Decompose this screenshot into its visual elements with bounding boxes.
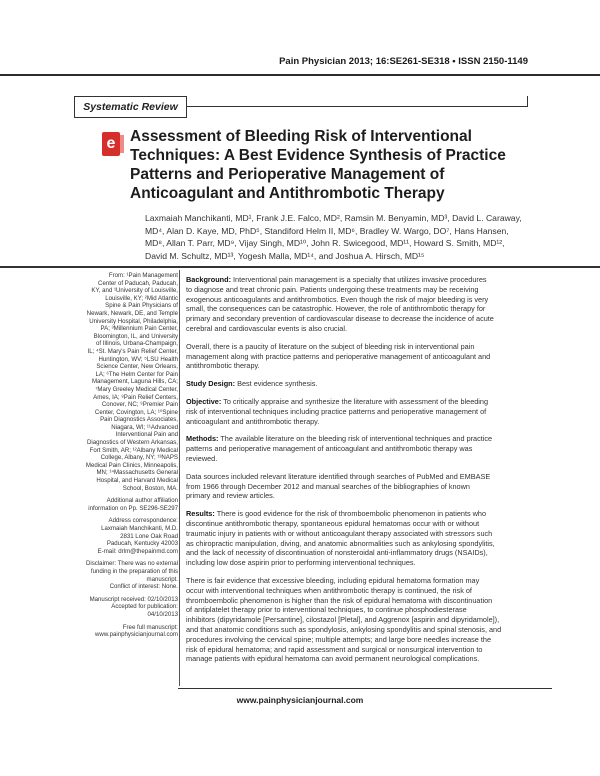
affiliation-line: College, Albany, NY; ¹³NAPS xyxy=(100,454,178,462)
affiliation-line: KY, and ¹University of Louisville, xyxy=(91,287,178,295)
affiliation-line: Hospital, and Harvard Medical xyxy=(96,477,178,485)
abstract-line: discontinue antithrombotic therapy, spontaneous epidural hematomas occur with or without xyxy=(186,518,480,528)
affiliation-line: IL; ⁴St. Mary's Pain Relief Center, xyxy=(87,347,178,355)
authors-rule xyxy=(0,266,600,268)
abstract xyxy=(186,275,526,672)
affiliation-line: Science Center, New Orleans, xyxy=(96,363,178,371)
additional-affiliation-note xyxy=(54,497,178,512)
free-manuscript-note xyxy=(54,624,178,639)
abstract-line: traumatic injury in patients with or without anticoagulant therapy associated with stressors such xyxy=(186,528,493,538)
abstract-line: Overall, there is a paucity of literature on the subject of bleeding risk in interventional pain xyxy=(186,341,475,351)
study-design-label: Study Design: xyxy=(186,379,236,389)
affiliation-line: LA; ⁶The Helm Center for Pain xyxy=(95,370,178,378)
affiliation-line: Center of Paducah, Paducah, xyxy=(98,279,178,287)
affiliation-from xyxy=(54,272,178,492)
abstract-objective xyxy=(186,397,526,426)
results-label: Results: xyxy=(186,509,215,519)
abstract-text: There is good evidence for the risk of thromboembolic phenomenon in patients who xyxy=(216,509,487,519)
affiliation-line: Louisville, KY; ²Mid Atlantic xyxy=(105,294,178,302)
abstract-line xyxy=(186,379,526,389)
abstract-text: The available literature on the bleeding risk of interventional techniques and practice xyxy=(220,434,493,444)
affiliation-line: Medical Pain Clinics, Minneapolis, xyxy=(85,461,178,469)
abstract-line: patterns and perioperative management of anticoagulant and antithrombotic therapy was xyxy=(186,444,473,454)
abstract-line xyxy=(186,509,526,519)
journal-citation: Pain Physician 2013; 16:SE261-SE318 • ISSN 2150-1149 xyxy=(279,56,528,67)
affiliation-line: From: ¹Pain Management xyxy=(108,272,178,279)
disclaimer xyxy=(54,560,178,590)
objective-label: Objective: xyxy=(186,396,222,406)
abstract-line: of antiplatelet therapy prior to interventional techniques, to continue phosphodiesterase xyxy=(186,605,467,615)
affiliation-line: Additional author affiliation xyxy=(106,497,178,505)
title-line: Techniques: A Best Evidence Synthesis of Practice xyxy=(130,147,506,164)
abstract-line: reviewed. xyxy=(186,453,218,463)
section-tag: Systematic Review xyxy=(74,96,187,118)
section-tag-rule-end xyxy=(527,96,528,107)
abstract-fair-evidence xyxy=(186,576,526,664)
abstract-text: To critically appraise and synthesize the literature with assessment of the bleeding xyxy=(223,396,489,406)
title-line: Patterns and Perioperative Management of xyxy=(130,166,445,183)
abstract-overall xyxy=(186,342,526,371)
abstract-line: thromboembolic phenomenon is higher than the risk of epidural hematoma with discontinuation xyxy=(186,595,493,605)
affiliation-line: Interventional Pain and xyxy=(115,431,178,439)
abstract-line: cerebral and cardiovascular events is also crucial. xyxy=(186,323,348,333)
author-line: MD⁴, Alan D. Kaye, MD, PhD⁵, Standiford Helm II, MD⁶, Bradley W. Wargo, DO⁷, Hans Hansen, xyxy=(145,225,509,236)
affiliation-line: Ames, IA; ⁸Pain Relief Centers, xyxy=(93,393,178,401)
abstract-line: There is fair evidence that excessive bleeding, including epidural hematoma formation may xyxy=(186,575,480,585)
abstract-line: manage patients with epidural hematoma can avoid permanent neurological complications. xyxy=(186,654,480,664)
affiliations-column xyxy=(54,272,178,644)
abstract-line: risk of interventional techniques including practice patterns and perioperative management of xyxy=(186,406,487,416)
title-line: Assessment of Bleeding Risk of Interventional xyxy=(130,128,472,145)
title-line: Anticoagulant and Antithrombotic Therapy xyxy=(130,185,445,202)
disclaimer-line: funding in the preparation of this xyxy=(90,567,178,575)
author-line: MD⁸, Allan T. Parr, MD⁹, Vijay Singh, MD¹⁰, John R. Swicegood, MD¹¹, Howard S. Smith, MD¹², xyxy=(145,238,505,248)
affiliation-line: Huntington, WV; ⁵LSU Health xyxy=(98,355,178,363)
conflict-of-interest: Conflict of interest: None. xyxy=(109,583,178,591)
abstract-line xyxy=(186,434,526,444)
abstract-line: to diagnose and treat chronic pain. Patients undergoing these treatments may be receiving xyxy=(186,284,479,294)
author-line: Laxmaiah Manchikanti, MD¹, Frank J.E. Falco, MD², Ramsin M. Benyamin, MD³, David L. Caraway, xyxy=(145,213,522,223)
abstract-line: exogenous anticoagulants and antithrombotics. Even though the risk of major bleeding is very xyxy=(186,294,489,304)
affiliation-line: information on Pp. SE296-SE297 xyxy=(88,504,178,512)
date-line: Accepted for publication: xyxy=(111,603,178,611)
column-divider xyxy=(179,270,180,686)
abstract-line: primary and secondary prevention of cardiovascular disease to decrease the incidence of acute xyxy=(186,314,494,324)
abstract-line: procedures involving the cervical spine; multiple attempts; and large bore needles increase the xyxy=(186,634,492,644)
section-tag-rule xyxy=(187,106,528,107)
author-list xyxy=(145,212,535,262)
affiliation-line: Conover, NC; ⁹Premier Pain xyxy=(101,401,178,409)
background-label: Background: xyxy=(186,275,231,284)
correspondence-line: 2831 Lone Oak Road xyxy=(120,532,178,540)
footer-rule xyxy=(178,688,552,689)
abstract-methods xyxy=(186,434,526,463)
affiliation-line: Spine & Pain Physicians of xyxy=(105,302,178,310)
affiliation-line: Niagara, WI; ¹¹Advanced xyxy=(111,423,178,431)
abstract-line: including low dose aspirin prior to performing interventional techniques. xyxy=(186,558,416,568)
abstract-results xyxy=(186,509,526,568)
abstract-background xyxy=(186,275,526,334)
footer-website-link[interactable]: www.painphysicianjournal.com xyxy=(236,695,364,705)
date-line: Manuscript received: 02/10/2013 xyxy=(89,595,178,603)
affiliation-line: Fort Smith, AR; ¹²Albany Medical xyxy=(89,446,178,454)
methods-label: Methods: xyxy=(186,434,219,444)
abstract-line: small, the consequences can be catastrophic. However, the role of antithrombotic therapy for xyxy=(186,304,486,314)
author-line: David M. Schultz, MD¹³, Yogesh Malla, MD¹⁴, and Joshua A. Hirsch, MD¹⁵ xyxy=(145,250,425,261)
abstract-line: primary and review articles. xyxy=(186,491,275,501)
disclaimer-line: manuscript. xyxy=(146,575,178,583)
abstract-line xyxy=(186,275,526,285)
correspondence-address xyxy=(54,517,178,555)
manuscript-dates xyxy=(54,596,178,619)
abstract-line: antithrombotic therapy. xyxy=(186,361,260,371)
affiliation-line: Management, Laguna Hills, CA; xyxy=(91,378,178,386)
abstract-line xyxy=(186,397,526,407)
correspondence-email: E-mail: drlm@thepainmd.com xyxy=(97,547,178,555)
date-line: 04/10/2013 xyxy=(147,610,178,618)
affiliation-line: MN; ¹⁴Massachusetts General xyxy=(96,469,178,477)
abstract-line: Data sources included relevant literature identified through searches of PubMed and EMBASE xyxy=(186,471,491,481)
header-rule xyxy=(0,74,600,76)
abstract-text: Best evidence synthesis. xyxy=(237,379,318,389)
correspondence-line: Address correspondence: xyxy=(108,517,178,525)
correspondence-line: Paducah, Kentucky 42003 xyxy=(106,540,178,548)
affiliation-line: ⁷Mary Greeley Medical Center, xyxy=(95,385,178,393)
affiliation-line: Newark, Newark, DE, and Temple xyxy=(86,309,178,317)
abstract-line: risk of epidural hematoma; and rapid assessment and surgical or nonsurgical intervention to xyxy=(186,644,483,654)
correspondence-line: Laxmaiah Manchikanti, M.D. xyxy=(101,525,178,532)
abstract-line: anticoagulant and antithrombotic therapy. xyxy=(186,416,320,426)
abstract-line: inhibitors (dipyridamole [Persantine], cilostazol [Pletal], and Aggrenox [aspirin and dipyridamole]), xyxy=(186,615,500,625)
article-title xyxy=(130,127,530,203)
abstract-line: from 1966 through December 2012 and manual searches of the bibliographies of known xyxy=(186,481,470,491)
affiliation-line: Bloomington, IL, and University xyxy=(93,332,178,340)
free-manuscript-link[interactable]: www.painphysicianjournal.com xyxy=(95,631,178,639)
affiliation-line: PA; ³Millennium Pain Center, xyxy=(100,325,178,333)
abstract-data-sources xyxy=(186,472,526,501)
affiliation-line: Pain Diagnostics Associates, xyxy=(100,416,178,424)
affiliation-line: School, Boston, MA. xyxy=(122,484,178,492)
affiliation-line: of Illinois, Urbana-Champaign, xyxy=(96,340,178,348)
disclaimer-line: Disclaimer: There was no external xyxy=(85,560,178,568)
abstract-line: and that anatomic conditions such as spondylosis, ankylosing spondylitis and spinal stenosis, and xyxy=(186,624,502,634)
abstract-line: as chiropractic manipulation, diving, and anatomic abnormalities such as ankylosing spondylitis, xyxy=(186,538,495,548)
abstract-line: occur with interventional techniques when antithrombotic therapy is continued, the risk of xyxy=(186,585,472,595)
free-manuscript-label: Free full manuscript: xyxy=(122,623,178,631)
affiliation-line: Diagnostics of Western Arkansas, xyxy=(87,439,178,447)
affiliation-line: University Hospital, Philadelphia, xyxy=(89,317,178,325)
abstract-line: and the lack of necessity of discontinuation of nonsteroidal anti-inflammatory drugs (NSAIDs), xyxy=(186,548,488,558)
epub-e-icon: e xyxy=(102,132,120,156)
abstract-text: Interventional pain management is a specialty that utilizes invasive procedures xyxy=(233,275,487,284)
abstract-line: management along with practice patterns and perioperative management of anticoagulant and xyxy=(186,351,491,361)
affiliation-line: Center, Covington, LA; ¹⁰Spine xyxy=(94,408,178,416)
abstract-study-design xyxy=(186,379,526,389)
